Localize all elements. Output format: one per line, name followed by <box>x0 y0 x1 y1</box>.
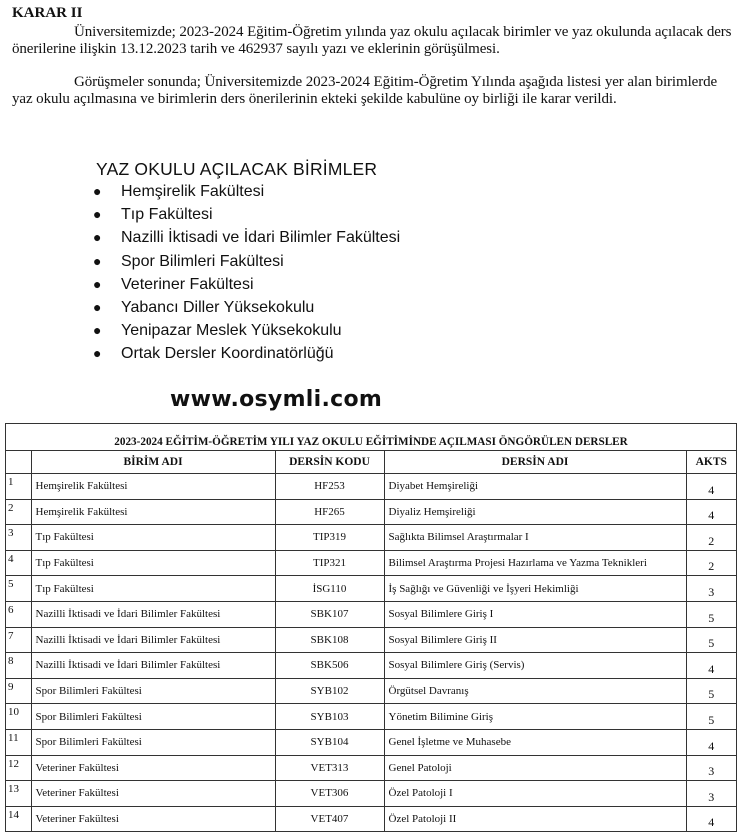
row-akts: 4 <box>686 653 736 679</box>
row-number: 4 <box>6 550 31 576</box>
row-number: 3 <box>6 525 31 551</box>
courses-grid <box>6 451 736 832</box>
row-number: 6 <box>6 601 31 627</box>
row-unit: Veteriner Fakültesi <box>31 755 275 781</box>
row-unit: Spor Bilimleri Fakültesi <box>31 704 275 730</box>
header-unit: BİRİM ADI <box>31 451 275 474</box>
list-item: ● Hemşirelik Fakültesi <box>88 180 400 203</box>
list-item: ● Yabancı Diller Yüksekokulu <box>88 296 400 319</box>
row-code: SYB102 <box>275 678 384 704</box>
row-course: Diyaliz Hemşireliği <box>384 499 686 525</box>
row-code: SBK506 <box>275 653 384 679</box>
row-number: 12 <box>6 755 31 781</box>
paragraph-decision: Görüşmeler sonunda; Üniversitemizde 2023-2024 Eğitim-Öğretim Yılında aşağıda listesi yer alan birimlerde yaz okulu açılmasına ve birimlerin ders önerilerinin ekteki şekilde kabulüne oy birliği ile karar verildi. <box>12 74 718 107</box>
table-row <box>6 499 736 525</box>
row-course: Örgütsel Davranış <box>384 678 686 704</box>
table-row <box>6 601 736 627</box>
row-course: İş Sağlığı ve Güvenliği ve İşyeri Hekimliği <box>384 576 686 602</box>
row-akts: 3 <box>686 576 736 602</box>
row-unit: Tıp Fakültesi <box>31 525 275 551</box>
row-code: SYB103 <box>275 704 384 730</box>
row-course: Yönetim Bilimine Giriş <box>384 704 686 730</box>
row-number: 9 <box>6 678 31 704</box>
watermark-text: www.osymli.com <box>170 387 383 412</box>
table-row <box>6 729 736 755</box>
row-akts: 3 <box>686 781 736 807</box>
table-row <box>6 474 736 500</box>
row-unit: Tıp Fakültesi <box>31 576 275 602</box>
row-course: Bilimsel Araştırma Projesi Hazırlama ve Yazma Teknikleri <box>384 550 686 576</box>
row-number: 8 <box>6 653 31 679</box>
row-course: Sosyal Bilimlere Giriş (Servis) <box>384 653 686 679</box>
row-akts: 4 <box>686 474 736 500</box>
table-row <box>6 525 736 551</box>
row-unit: Tıp Fakültesi <box>31 550 275 576</box>
row-unit: Hemşirelik Fakültesi <box>31 499 275 525</box>
row-akts: 3 <box>686 755 736 781</box>
row-course: Genel Patoloji <box>384 755 686 781</box>
list-item: ● Yenipazar Meslek Yüksekokulu <box>88 319 400 342</box>
table-row <box>6 755 736 781</box>
table-row <box>6 550 736 576</box>
bullet-icon: ● <box>93 275 102 292</box>
row-code: SYB104 <box>275 729 384 755</box>
bullet-icon: ● <box>93 322 102 339</box>
row-number: 11 <box>6 729 31 755</box>
row-unit: Nazilli İktisadi ve İdari Bilimler Fakültesi <box>31 653 275 679</box>
row-course: Genel İşletme ve Muhasebe <box>384 729 686 755</box>
table-row <box>6 627 736 653</box>
row-number: 2 <box>6 499 31 525</box>
row-akts: 4 <box>686 806 736 832</box>
row-akts: 5 <box>686 601 736 627</box>
row-akts: 5 <box>686 678 736 704</box>
row-course: Özel Patoloji II <box>384 806 686 832</box>
bullet-icon: ● <box>93 252 102 269</box>
row-code: SBK108 <box>275 627 384 653</box>
row-akts: 4 <box>686 499 736 525</box>
row-code: İSG110 <box>275 576 384 602</box>
row-akts: 2 <box>686 550 736 576</box>
table-row <box>6 653 736 679</box>
bullet-icon: ● <box>93 183 102 199</box>
row-code: VET306 <box>275 781 384 807</box>
paragraph-subject: Üniversitemizde; 2023-2024 Eğitim-Öğretim yılında yaz okulu açılacak birimler ve yaz okulunda açılacak ders önerilerine ilişkin 13.12.2023 tarih ve 462937 sayılı yazı ve eklerinin görüşülmesi. <box>12 24 732 57</box>
row-akts: 4 <box>686 729 736 755</box>
table-row <box>6 678 736 704</box>
row-akts: 5 <box>686 704 736 730</box>
row-code: TIP321 <box>275 550 384 576</box>
header-course: DERSİN ADI <box>384 451 686 474</box>
row-code: HF253 <box>275 474 384 500</box>
table-header-row <box>6 451 736 474</box>
bullet-icon: ● <box>93 229 102 246</box>
list-item: ● Nazilli İktisadi ve İdari Bilimler Fakültesi <box>88 226 400 249</box>
header-code: DERSİN KODU <box>275 451 384 474</box>
table-row <box>6 781 736 807</box>
row-course: Sağlıkta Bilimsel Araştırmalar I <box>384 525 686 551</box>
row-unit: Hemşirelik Fakültesi <box>31 474 275 500</box>
row-code: VET407 <box>275 806 384 832</box>
row-number: 1 <box>6 474 31 500</box>
row-unit: Spor Bilimleri Fakültesi <box>31 729 275 755</box>
row-course: Diyabet Hemşireliği <box>384 474 686 500</box>
row-number: 10 <box>6 704 31 730</box>
row-number: 7 <box>6 627 31 653</box>
list-item: ● Tıp Fakültesi <box>88 203 400 226</box>
list-item: ● Veteriner Fakültesi <box>88 273 400 296</box>
row-unit: Nazilli İktisadi ve İdari Bilimler Fakültesi <box>31 601 275 627</box>
list-item: ● Ortak Dersler Koordinatörlüğü <box>88 342 400 365</box>
decision-heading: KARAR II <box>12 5 83 21</box>
header-akts: AKTS <box>686 451 736 474</box>
row-code: SBK107 <box>275 601 384 627</box>
row-code: HF265 <box>275 499 384 525</box>
table-row <box>6 704 736 730</box>
table-title: 2023-2024 EĞİTİM-ÖĞRETİM YILI YAZ OKULU EĞİTİMİNDE AÇILMASI ÖNGÖRÜLEN DERSLER <box>6 424 736 451</box>
row-unit: Veteriner Fakültesi <box>31 781 275 807</box>
row-unit: Nazilli İktisadi ve İdari Bilimler Fakültesi <box>31 627 275 653</box>
row-number: 13 <box>6 781 31 807</box>
row-code: TIP319 <box>275 525 384 551</box>
row-akts: 5 <box>686 627 736 653</box>
table-row <box>6 806 736 832</box>
row-number: 14 <box>6 806 31 832</box>
table-row <box>6 576 736 602</box>
courses-table <box>5 423 737 832</box>
row-unit: Spor Bilimleri Fakültesi <box>31 678 275 704</box>
bullet-icon: ● <box>93 345 102 362</box>
row-course: Sosyal Bilimlere Giriş I <box>384 601 686 627</box>
bullet-icon: ● <box>93 298 102 315</box>
row-number: 5 <box>6 576 31 602</box>
row-unit: Veteriner Fakültesi <box>31 806 275 832</box>
header-no <box>6 451 31 474</box>
bullet-icon: ● <box>93 206 102 223</box>
units-list <box>88 180 400 366</box>
row-course: Sosyal Bilimlere Giriş II <box>384 627 686 653</box>
row-akts: 2 <box>686 525 736 551</box>
row-course: Özel Patoloji I <box>384 781 686 807</box>
row-code: VET313 <box>275 755 384 781</box>
units-list-title: YAZ OKULU AÇILACAK BİRİMLER <box>96 159 378 179</box>
list-item: ● Spor Bilimleri Fakültesi <box>88 250 400 273</box>
